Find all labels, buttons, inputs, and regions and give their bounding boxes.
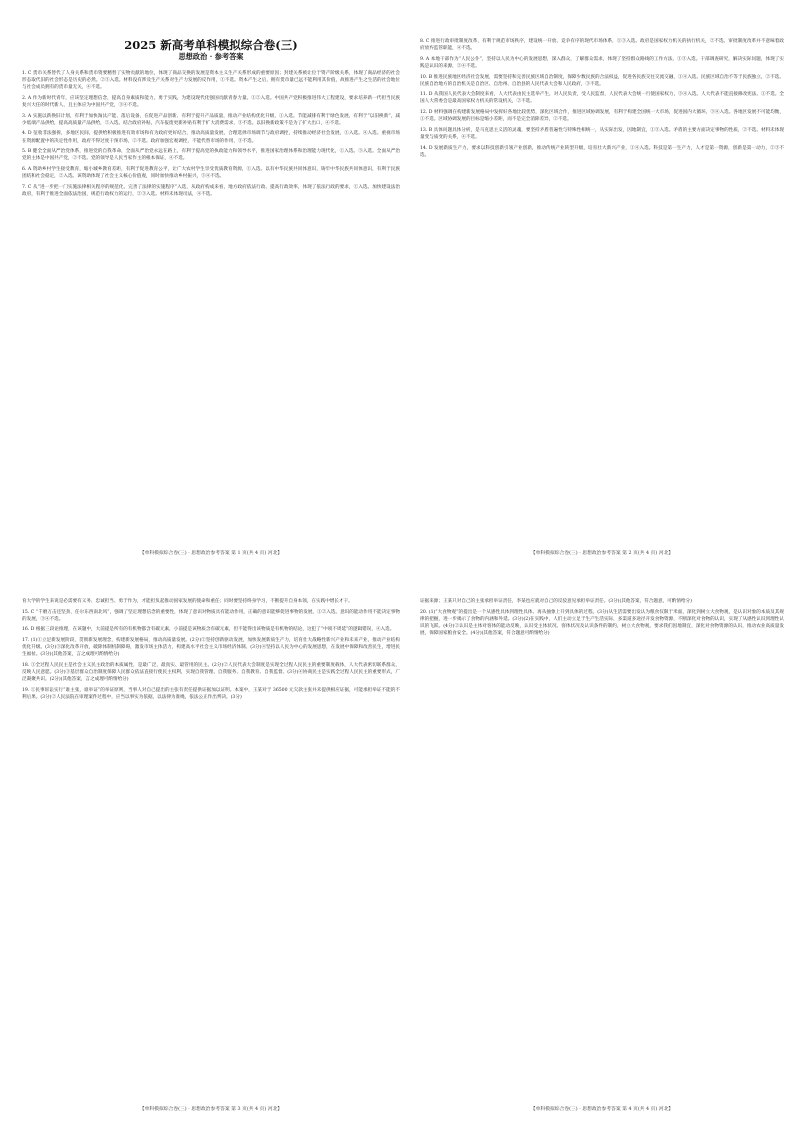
- answer-item: 3. A 实施以新换旧计划，有利于加快淘汰产能、落后设备，在促进产品创新、有利于提升产品质量，推动产业结构优化升级，①入选。节能减排有利于绿色发展，有利于“以旧换新”，减少低端产品供给，提高高质量产品供给，②入选。结合政府补贴、汽车报废更新补贴有利于扩大消费需求，③不选。以旧换新政策不是为了扩大出口，④不选。: [22, 113, 400, 126]
- page-footer: 【单科模拟综合卷(三) · 思想政治参考答案 第 2 页(共 4 页) 河北】: [530, 551, 674, 556]
- answer-item: 12. D 材料强调在构建新发展格局中发挥好各地比较优势，深化区域合作，推进区域协调发展，有利于构建全国统一大市场，促进国内大循环，③④入选。各地区发展不可能均衡，①不选。区域协调发展的目标是缩小差距，而不是完全消除差异，②不选。: [420, 110, 784, 123]
- document-subtitle: 思想政治 · 参考答案: [178, 52, 244, 61]
- page-footer: 【单科模拟综合卷(三) · 思想政治参考答案 第 4 页(共 4 页) 河北】: [530, 1107, 674, 1112]
- answer-page-2: [420, 38, 784, 562]
- page-footer: 【单科模拟综合卷(三) · 思想政治参考答案 第 3 页(共 4 页) 河北】: [139, 1107, 283, 1112]
- answer-page-1: [22, 38, 400, 562]
- answer-item: 18. ①全过程人民民主是社会主义民主政治的本质属性，是最广泛、最真实、最管用的民主。(2分)②人民代表大会制度是实现全过程人民民主的重要制度载体，人大代表密切联系群众，反映人民意愿。(3分)③基层群众自治制度保障人民群众依法直接行使民主权利，实现自我管理、自我服务、自我教育、自我监督。(3分)④协商民主是实践全过程人民民主的重要形式，广泛凝聚共识。(2分)(其他答案，言之成理可酌情给分): [22, 663, 400, 683]
- answer-item: 11. D 从我国人民代表大会制度来看，人大代表由民主选举产生，对人民负责，受人民监督，人民代表大会统一行使国家权力，③④入选。人大代表不能直接修改宪法，①不选。全国人大常委会是最高国家权力机关的常设机关，②不选。: [420, 92, 784, 105]
- answer-item: 育大学的学生来说是必需要有义务、忠诚担当、勇于作为，才能担负起推动国家发展的使命和重任；同时要坚持终身学习，不断提升自身本领，在实践中增长才干。: [22, 599, 353, 604]
- answer-item: 2. A 作为新时代青年，应该坚定理想信念，提高自身素质和能力，勇于实践，为建设现代化强国贡献青春力量。①②入选。中国共产党积极推进伟大工程建设，要求培养新一代担当民族复兴大任的时代新人，且主体应为中国共产党，③④不选。: [22, 95, 400, 108]
- page-footer: 【单科模拟综合卷(三) · 思想政治参考答案 第 1 页(共 4 页) 河北】: [139, 551, 283, 556]
- answer-item: 10. B 推进民族地区经济社会发展，需要坚持和完善民族区域自治制度，保障少数民族的合法权益，促进各民族交往交流交融，①④入选。民族区域自治不等于民族独立，②不选。民族自治地方的自治机关是自治区、自治州、自治县的人民代表大会和人民政府，③不选。: [420, 74, 784, 87]
- answer-item: 15. C “千磨万击还坚劲，任尔东西南北风”，强调了坚定理想信念的重要性，体现了意识对物质具有能动作用，正确的意识能够促进事物的发展，①②入选。意识的能动作用不能决定事物的发展，③④不选。: [22, 609, 400, 622]
- answer-item: 6. A 资助乡村学生接受教育，缩小城乡教育差距，有利于促进教育公平，让广大农村学生享受优质教育资源，①入选。以有中华民族共同体意识，铸牢中华民族共同体意识，有利于民族团结和社会稳定，②入选。该资助体现了社会主义核心价值观，同时加快推动乡村振兴，③④不选。: [22, 167, 400, 180]
- answer-item: 8. C 推进行政审批制度改革，有利于规范市场秩序，建设统一开放、竞争有序的现代市场体系，①③入选。政府是国家权力机关的执行机关，②不选。审批制度改革并不意味着政府放弃监管职能，④不选。: [420, 39, 784, 52]
- answer-item: 7. C 从“进一步把一门实施法律相关程序的规范化、完善了法律的实施程序”入选，从政府构成来看，地方政府依法行政、提高行政效率，体现了依法行政的要求，①入选。加快建设法治政府，有利于推进全面依法治国，规范行政权力的运行，②③入选。材料未体现司法，④不选。: [22, 184, 400, 197]
- answer-item: 20. (1)“大食物观”的提出是一个从感性具体到理性具体、再从抽象上升到具体的过程。(3分)从生活需要出发认为粮食仅限于米面，深化到树立大食物观，是认识对象的本质及其规律的把握，进一步揭示了食物的内涵和外延。(3分)(2)在实践中，人们主动立足于生产生活实际，多渠道多途径开发食物资源，不断深化对食物的认识，实现了从感性认识到理性认识的飞跃。(4分)②认识是主体对客体的能动反映，认识受主体状况、客体状况及认识条件的制约，树立大食物观，要求我们因地制宜，深化对食物资源的认识，推动农业高质量发展，保障国家粮食安全。(4分)(其他答案，符合题意可酌情给分): [420, 609, 784, 636]
- answer-item: 14. D 发展新质生产力，要求以科技创新引领产业创新，推动传统产业转型升级，培育壮大新兴产业，①④入选。科技是第一生产力，人才是第一资源，创新是第一动力，②③不选。: [420, 145, 784, 158]
- answer-item: 19. ①民事诉讼实行“谁主张，谁举证”的举证原则，当事人对自己提出的主张有责任提供证据加以证明。本案中，王某对于 36500 元欠款主张并未提供相应证据，可能承担举证不能的不利后果。(3分)②人民法院在审理案件过程中，应当以事实为依据，以法律为准绳，依法公正作出判决。(3分): [22, 687, 400, 700]
- answer-item: 16. D 根据三段论推理，在该题中，大前提是所有的有机物都含有碳元素，小前提是该物质含有碳元素，但不能得出该物质是有机物的结论，这犯了“中项不周延”的逻辑错误，④入选。: [22, 627, 395, 633]
- answer-item: 13. B 具体问题具体分析，是马克思主义活的灵魂，要坚持矛盾普遍性与特殊性相统一，从实际出发，因地制宜，①③入选。矛盾的主要方面决定事物的性质，②不选。材料未体现量变与质变的关系，④不选。: [420, 127, 784, 140]
- document-title: 2025 新高考单科模拟综合卷(三): [124, 38, 298, 52]
- answer-item: 4. D 征收非法强拆，多地区民间，提供给积极推进有效市场和有为政府更好结合，推动高质量发展，合理选择市场调节与政府调控，持续推动经济社会发展，①入选。④入选。重视市场在资源配置中的决定性作用，政府不得过度干预市场，②不选。政府加强宏观调控，不能代替市场的作用，③不选。: [22, 131, 400, 144]
- answer-page-3: [22, 598, 400, 1114]
- answer-page-4: [420, 598, 784, 1114]
- answer-item: 9. A 本地干部作为“人民公仆”，坚持以人民为中心的发展思想，深入群众，了解群众需求，体现了坚持群众路线的工作方法，①③入选。干部调查研究，解决实际问题，体现了实践是认识的来源，②④不选。: [420, 56, 784, 69]
- answer-item: 证据来源；王某只对自己的主张承担举证责任，李某也应就对自己的反驳意见承担举证责任。(3分)(其他答案，符合题意，可酌情给分): [420, 599, 692, 604]
- answer-item: 17. (1)①立足新发展阶段，贯彻新发展理念，构建新发展格局，推动高质量发展。(2分)②坚持创新驱动发展，加快发展新质生产力，培育壮大战略性新兴产业和未来产业，推动产业结构优化升级。(3分)③深化改革开放，破除体制机制障碍，激发市场主体活力，构建高水平社会主义市场经济体制。(3分)④坚持以人民为中心的发展思想，在发展中保障和改善民生，增进民生福祉。(3分)(其他答案，言之成理可酌情给分): [22, 638, 400, 658]
- answer-item: 5. B 健全全面从严治党体系，推进党的自我革命，全面从严治党永远在路上，有利于提高党的执政能力和领导水平，推进国家治理体系和治理能力现代化，①入选。③入选。全面从严治党的主体是中国共产党，②不选。党的领导是人民当家作主的根本保证，④不选。: [22, 149, 400, 162]
- answer-item: 1. C 货币关系替代了人身关系和货币资要精替了实物贡献的地位，体现了商品交换的发展是资本主义生产关系形成的重要原因；封建关系被让位于资产阶级关系，体现了商品经济的社会形态取代旧的社会形态是历史的必然。②③入选。材料没有涉及生产关系对生产力发展的反作用，①不选。资本产生之后，拥有货币量已远不能利用其价值，故推进产生之生活的社会地位与社会成员拥有的货币量无关，④不选。: [22, 71, 400, 91]
